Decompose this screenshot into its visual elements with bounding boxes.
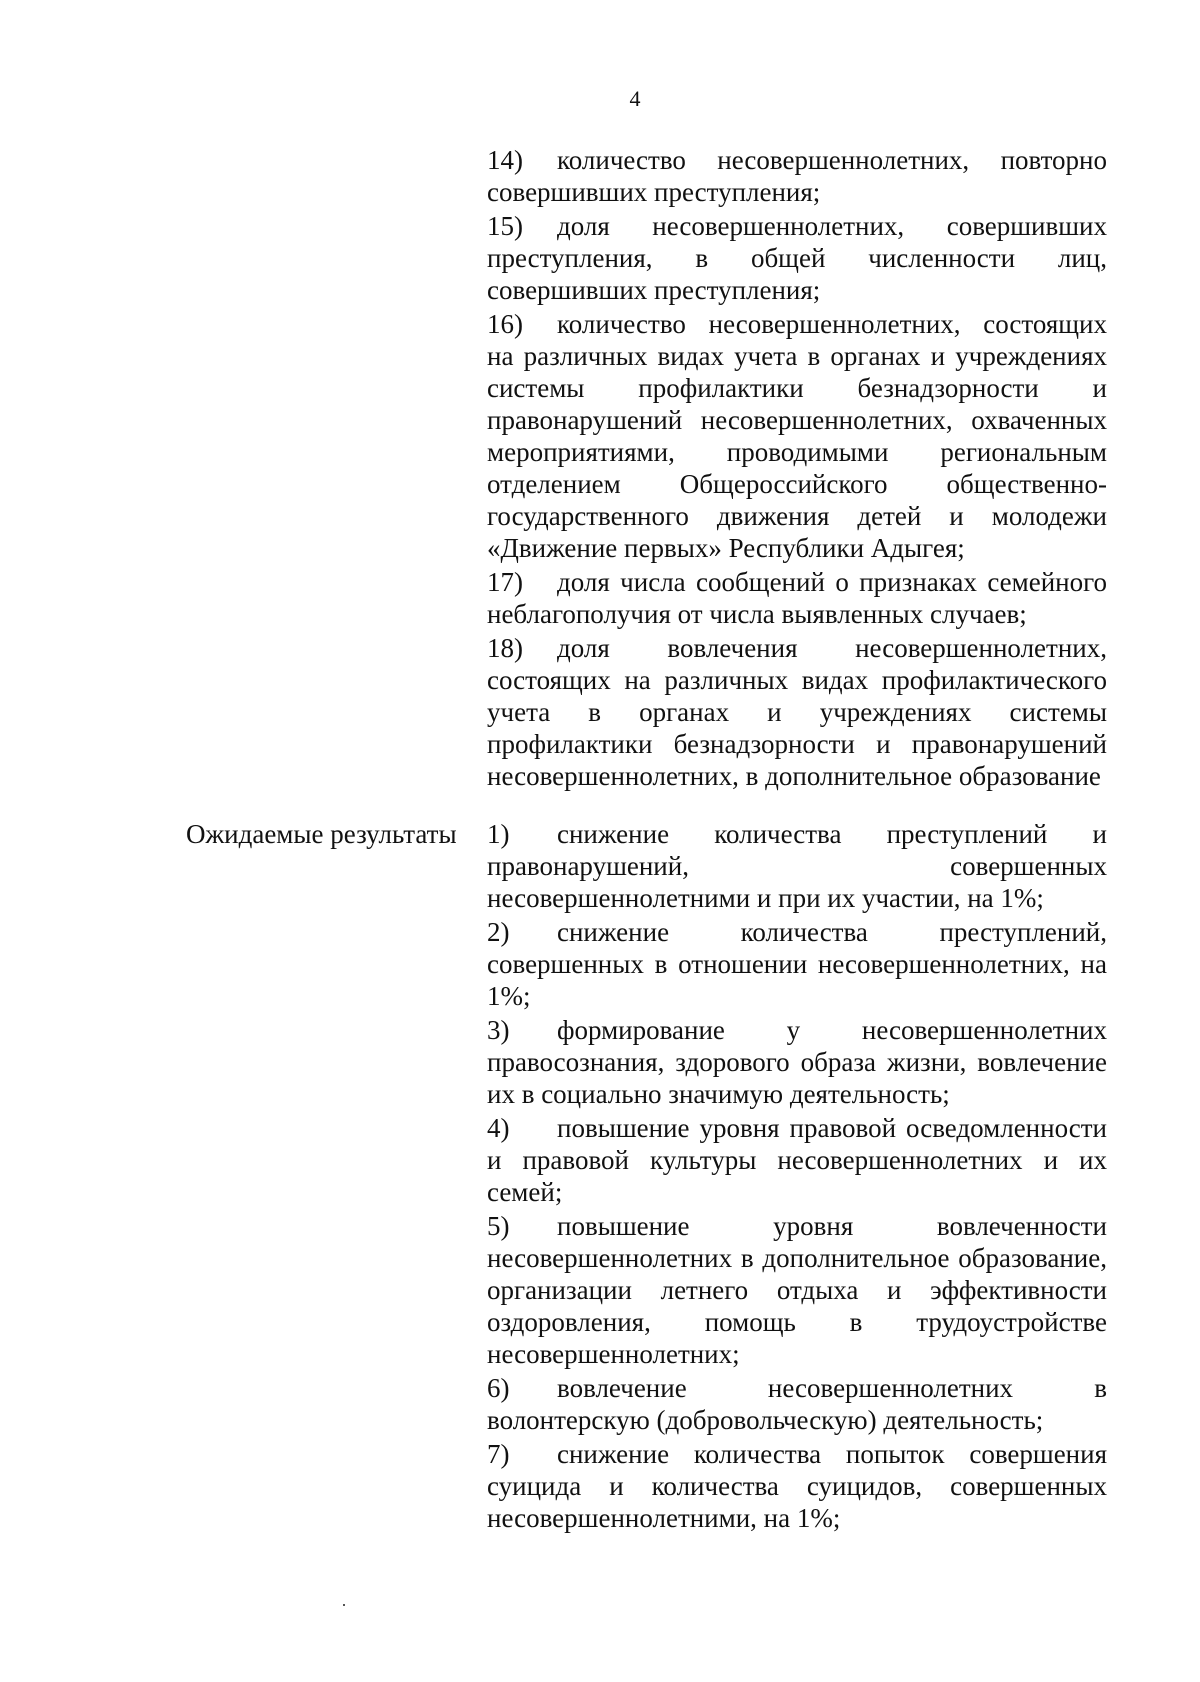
item-text: доля несовершеннолетних, совершивших преступления, в общей численности лиц, совершивших преступления;	[487, 211, 1107, 305]
item-text: вовлечение несовершеннолетних в волонтерскую (добровольческую) деятельность;	[487, 1373, 1107, 1435]
item-number: 17)	[487, 567, 523, 597]
item-text: снижение количества попыток совершения суицида и количества суицидов, совершенных несовершеннолетними, на 1%;	[487, 1439, 1107, 1533]
list-item	[487, 210, 1107, 306]
item-number: 6)	[487, 1373, 510, 1403]
item-text: повышение уровня вовлеченности несовершеннолетних в дополнительное образование, организации летнего отдыха и эффективности оздоровления, помощь в трудоустройстве несовершеннолетних;	[487, 1211, 1107, 1369]
item-text: снижение количества преступлений и правонарушений, совершенных несовершеннолетними и при их участии, на 1%;	[487, 819, 1107, 913]
item-number: 3)	[487, 1015, 510, 1045]
list-item	[487, 566, 1107, 630]
item-number: 15)	[487, 211, 523, 241]
page-number: 4	[629, 86, 641, 111]
item-text: формирование у несовершеннолетних правосознания, здорового образа жизни, вовлечение их в социально значимую деятельность;	[487, 1015, 1107, 1109]
list-item	[487, 1014, 1107, 1110]
list-item	[487, 632, 1107, 792]
item-number: 14)	[487, 145, 523, 175]
item-text: доля вовлечения несовершеннолетних, состоящих на различных видах профилактического учета в органах и учреждениях системы профилактики безнадзорности и правонарушений несовершеннолетних, в дополнительное образование	[487, 633, 1107, 791]
item-number: 5)	[487, 1211, 510, 1241]
item-text: количество несовершеннолетних, повторно совершивших преступления;	[487, 145, 1107, 207]
results-list	[487, 818, 1107, 1536]
item-number: 16)	[487, 309, 523, 339]
item-number: 2)	[487, 917, 510, 947]
item-number: 18)	[487, 633, 523, 663]
item-number: 1)	[487, 819, 510, 849]
item-text: количество несовершеннолетних, состоящих на различных видах учета в органах и учреждениях системы профилактики безнадзорности и правонарушений несовершеннолетних, охваченных мероприятиями, проводимыми региональным отделением Общероссийского общественно-государственного движения детей и молодежи «Движение первых» Республики Адыгея;	[487, 309, 1107, 563]
results-label: Ожидаемые результаты	[186, 819, 457, 849]
item-text: снижение количества преступлений, совершенных в отношении несовершеннолетних, на 1%;	[487, 917, 1107, 1011]
list-item	[487, 818, 1107, 914]
item-text: повышение уровня правовой осведомленности и правовой культуры несовершеннолетних и их семей;	[487, 1113, 1107, 1207]
indicators-list	[487, 144, 1107, 794]
list-item	[487, 308, 1107, 564]
list-item	[487, 1438, 1107, 1534]
list-item	[487, 1210, 1107, 1370]
item-number: 4)	[487, 1113, 510, 1143]
item-text: доля числа сообщений о признаках семейного неблагополучия от числа выявленных случаев;	[487, 567, 1107, 629]
list-item	[487, 916, 1107, 1012]
scan-speck	[343, 1604, 345, 1606]
item-number: 7)	[487, 1439, 510, 1469]
list-item	[487, 144, 1107, 208]
list-item	[487, 1372, 1107, 1436]
list-item	[487, 1112, 1107, 1208]
